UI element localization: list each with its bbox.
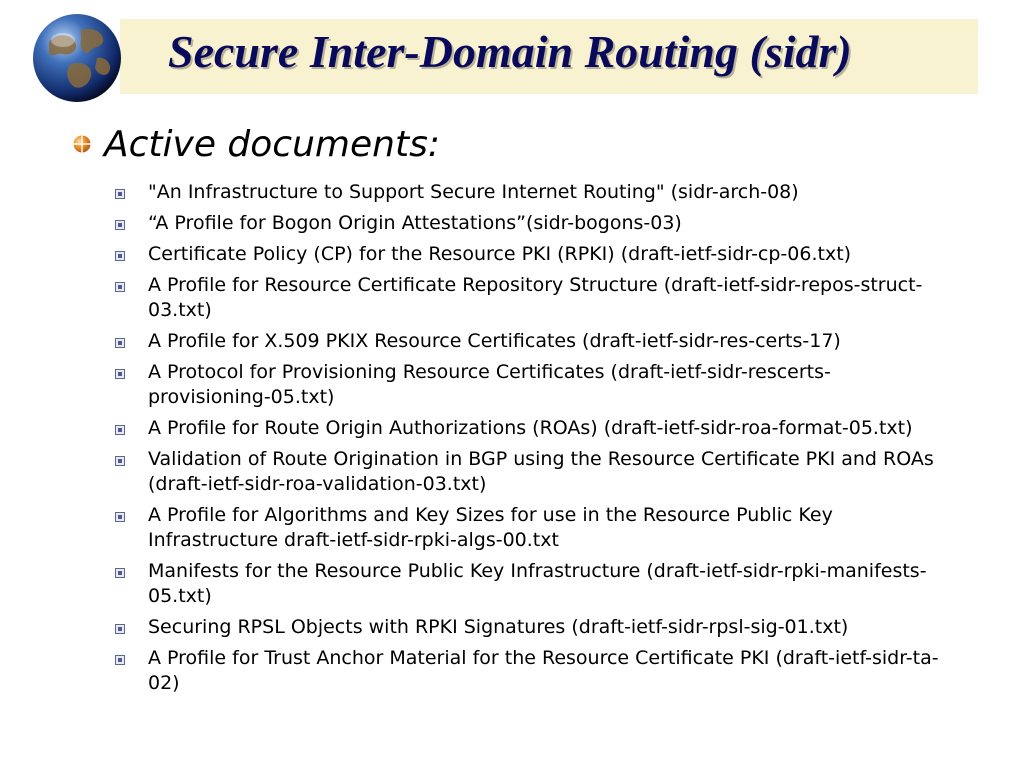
orange-sphere-bullet-icon xyxy=(72,134,92,154)
list-item-text: Certificate Policy (CP) for the Resource PKI (RPKI) (draft-ietf-sidr-cp-06.txt) xyxy=(148,243,852,265)
square-bullet-icon xyxy=(115,369,125,379)
list-item-text: A Profile for Algorithms and Key Sizes for use in the Resource Public Key Infrastructure draft-ietf-sidr-rpki-algs-00.txt xyxy=(148,504,833,551)
list-item-text: A Profile for Trust Anchor Material for the Resource Certificate PKI (draft-ietf-sidr-ta-02) xyxy=(148,647,939,694)
list-item xyxy=(112,615,942,640)
square-bullet-icon xyxy=(115,338,125,348)
list-item-text: A Profile for X.509 PKIX Resource Certificates (draft-ietf-sidr-res-certs-17) xyxy=(148,330,841,352)
slide-title: Secure Inter-Domain Routing (sidr) xyxy=(168,26,852,77)
square-bullet-icon xyxy=(115,282,125,292)
square-bullet-icon xyxy=(115,512,125,522)
square-bullet-icon xyxy=(115,655,125,665)
list-item-text: “A Profile for Bogon Origin Attestations”(sidr-bogons-03) xyxy=(148,212,682,234)
list-item xyxy=(112,211,942,236)
list-item-text: "An Infrastructure to Support Secure Internet Routing" (sidr-arch-08) xyxy=(148,181,799,203)
document-list xyxy=(112,180,942,702)
square-bullet-icon xyxy=(115,251,125,261)
square-bullet-icon xyxy=(115,220,125,230)
list-item-text: A Profile for Resource Certificate Repository Structure (draft-ietf-sidr-repos-struct-03.txt) xyxy=(148,274,923,321)
list-item xyxy=(112,416,942,441)
globe-icon xyxy=(31,12,123,104)
square-bullet-icon xyxy=(115,189,125,199)
list-item xyxy=(112,646,942,696)
square-bullet-icon xyxy=(115,624,125,634)
list-item xyxy=(112,242,942,267)
list-item-text: Validation of Route Origination in BGP using the Resource Certificate PKI and ROAs (draft-ietf-sidr-roa-validation-03.txt) xyxy=(148,448,934,495)
list-item-text: A Protocol for Provisioning Resource Certificates (draft-ietf-sidr-rescerts-provisioning-05.txt) xyxy=(148,361,831,408)
list-item xyxy=(112,559,942,609)
list-item xyxy=(112,503,942,553)
list-item-text: Securing RPSL Objects with RPKI Signatures (draft-ietf-sidr-rpsl-sig-01.txt) xyxy=(148,616,849,638)
list-item xyxy=(112,329,942,354)
list-item-text: Manifests for the Resource Public Key Infrastructure (draft-ietf-sidr-rpki-manifests-05.txt) xyxy=(148,560,927,607)
list-item xyxy=(112,360,942,410)
list-item-text: A Profile for Route Origin Authorizations (ROAs) (draft-ietf-sidr-roa-format-05.txt) xyxy=(148,417,913,439)
list-item xyxy=(112,180,942,205)
square-bullet-icon xyxy=(115,568,125,578)
section-heading: Active documents: xyxy=(104,124,440,165)
square-bullet-icon xyxy=(115,425,125,435)
list-item xyxy=(112,447,942,497)
list-item xyxy=(112,273,942,323)
square-bullet-icon xyxy=(115,456,125,466)
